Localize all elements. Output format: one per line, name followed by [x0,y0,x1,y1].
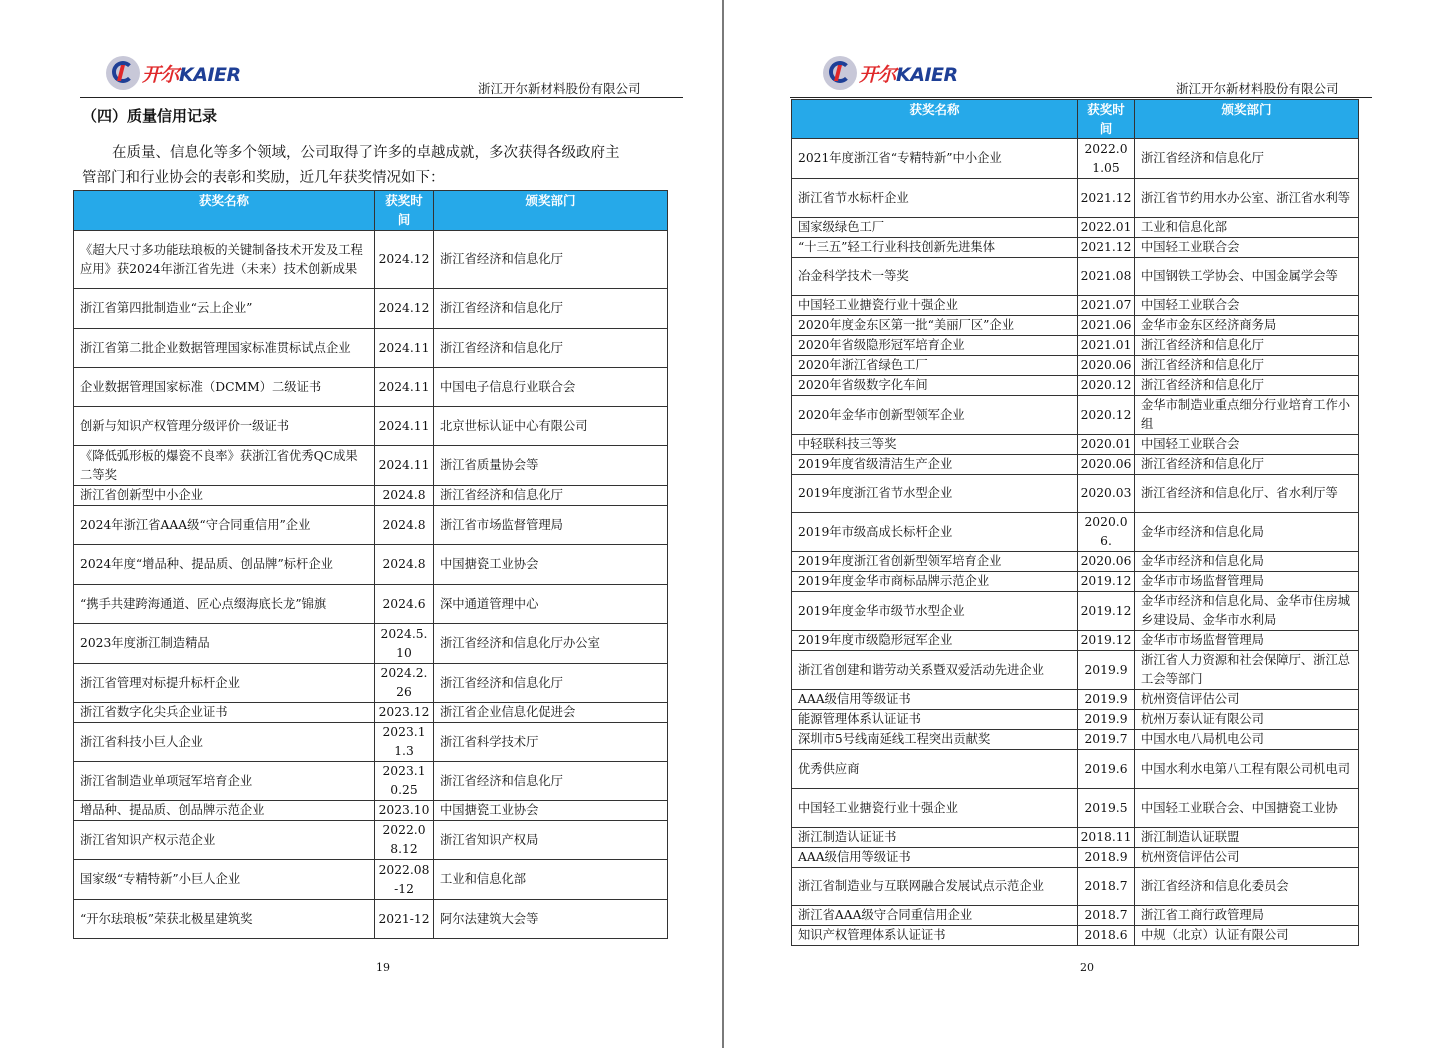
award-name-cell: 浙江省科技小巨人企业 [74,723,375,762]
table-row [792,828,1359,848]
award-dept-cell: 金华市经济和信息化局 [1135,552,1359,572]
award-name-cell: 浙江省AAA级守合同重信用企业 [792,906,1078,926]
award-time-cell: 2018.9 [1078,848,1135,868]
award-name-cell: 浙江省创建和谐劳动关系暨双爱活动先进企业 [792,651,1078,690]
award-dept-cell: 杭州万泰认证有限公司 [1135,710,1359,730]
award-time-cell: 2022.08-12 [375,860,434,900]
award-name-cell: “开尔珐琅板”荣获北极星建筑奖 [74,900,375,939]
table-row [74,703,668,723]
award-dept-cell: 浙江省市场监督管理局 [434,506,668,545]
company-name: 浙江开尔新材料股份有限公司 [478,81,641,96]
award-time-cell: 2022.01.05 [1078,139,1135,179]
table-row [74,446,668,486]
award-time-cell: 2018.7 [1078,868,1135,906]
award-dept-cell: 浙江省经济和信息化厅 [1135,376,1359,396]
header-rule [80,97,683,98]
award-name-cell: “十三五”轻工行业科技创新先进集体 [792,238,1078,258]
award-name-cell: 2019年度金华市级节水型企业 [792,592,1078,631]
award-time-cell: 2024.5.10 [375,624,434,664]
table-row [74,486,668,506]
award-time-cell: 2021.06 [1078,316,1135,336]
award-name-cell: 2019年度金华市商标品牌示范企业 [792,572,1078,592]
award-time-cell: 2023.10 [375,801,434,821]
award-name-cell: 浙江省节水标杆企业 [792,179,1078,218]
table-row [792,238,1359,258]
header-award-time: 获奖时 间 [1078,100,1135,139]
table-row [74,664,668,703]
award-dept-cell: 中国轻工业联合会 [1135,296,1359,316]
award-dept-cell: 金华市制造业重点细分行业培育工作小组 [1135,396,1359,435]
award-name-cell: 创新与知识产权管理分级评价一级证书 [74,407,375,446]
award-dept-cell: 中国搪瓷工业协会 [434,801,668,821]
award-time-cell: 2024.6 [375,585,434,624]
table-row [792,572,1359,592]
award-time-cell: 2021.01 [1078,336,1135,356]
award-time-cell: 2019.9 [1078,710,1135,730]
award-time-cell: 2018.11 [1078,828,1135,848]
award-dept-cell: 中国水电八局机电公司 [1135,730,1359,750]
intro-paragraph-line2: 管部门和行业协会的表彰和奖励，近几年获奖情况如下： [82,170,445,186]
award-dept-cell: 深中通道管理中心 [434,585,668,624]
awards-table-right [791,99,1359,946]
award-name-cell: 浙江省第二批企业数据管理国家标准贯标试点企业 [74,329,375,368]
award-time-cell: 2019.12 [1078,572,1135,592]
award-dept-cell: 金华市经济和信息化局、金华市住房城乡建设局、金华市水利局 [1135,592,1359,631]
table-header-row [792,100,1359,139]
award-dept-cell: 浙江省知识产权局 [434,821,668,860]
award-name-cell: 《超大尺寸多功能珐琅板的关键制备技术开发及工程应用》获2024年浙江省先进（未来）技术创新成果 [74,231,375,289]
table-row [792,730,1359,750]
award-time-cell: 2019.12 [1078,592,1135,631]
award-dept-cell: 浙江省经济和信息化厅办公室 [434,624,668,664]
header-award-name: 获奖名称 [74,191,375,231]
award-name-cell: 浙江省创新型中小企业 [74,486,375,506]
table-row [792,475,1359,513]
table-row [74,407,668,446]
award-time-cell: 2018.6 [1078,926,1135,946]
award-time-cell: 2020.01 [1078,435,1135,455]
table-row [792,316,1359,336]
award-name-cell: 能源管理体系认证证书 [792,710,1078,730]
award-dept-cell: 金华市金东区经济商务局 [1135,316,1359,336]
kaier-logo-icon [823,56,857,90]
award-name-cell: 浙江省第四批制造业“云上企业” [74,289,375,329]
award-time-cell: 2019.12 [1078,631,1135,651]
award-dept-cell: 中国电子信息行业联合会 [434,368,668,407]
award-name-cell: 浙江省管理对标提升标杆企业 [74,664,375,703]
award-dept-cell: 浙江省经济和信息化厅 [434,231,668,289]
header-award-dept: 颁奖部门 [1135,100,1359,139]
company-name: 浙江开尔新材料股份有限公司 [1176,81,1339,96]
award-name-cell: 中国轻工业搪瓷行业十强企业 [792,789,1078,828]
award-name-cell: “携手共建跨海通道、匠心点缀海底长龙”锦旗 [74,585,375,624]
award-dept-cell: 浙江省企业信息化促进会 [434,703,668,723]
award-time-cell: 2022.01 [1078,218,1135,238]
award-time-cell: 2020.12 [1078,396,1135,435]
award-name-cell: 2024年度“增品种、提品质、创品牌”标杆企业 [74,545,375,585]
table-row [792,631,1359,651]
table-row [792,848,1359,868]
award-dept-cell: 中规（北京）认证有限公司 [1135,926,1359,946]
table-header-row [74,191,668,231]
page-number: 20 [1080,961,1094,974]
award-time-cell: 2023.11.3 [375,723,434,762]
header-rule [790,97,1372,98]
award-name-cell: 2019年度浙江省创新型领军培育企业 [792,552,1078,572]
table-row [792,376,1359,396]
table-row [792,455,1359,475]
award-time-cell: 2023.12 [375,703,434,723]
award-dept-cell: 金华市市场监督管理局 [1135,572,1359,592]
table-row [792,592,1359,631]
award-name-cell: 浙江省知识产权示范企业 [74,821,375,860]
award-dept-cell: 浙江省经济和信息化厅 [434,486,668,506]
award-name-cell: 2024年浙江省AAA级“守合同重信用”企业 [74,506,375,545]
award-time-cell: 2024.8 [375,506,434,545]
kaier-logo: 开尔KAIER [823,56,958,90]
kaier-logo-icon [106,56,140,90]
award-time-cell: 2020.03 [1078,475,1135,513]
award-name-cell: 国家级绿色工厂 [792,218,1078,238]
award-time-cell: 2024.12 [375,289,434,329]
award-name-cell: 2019年市级高成长标杆企业 [792,513,1078,552]
award-name-cell: 2020年度金东区第一批“美丽厂区”企业 [792,316,1078,336]
award-dept-cell: 杭州资信评估公司 [1135,690,1359,710]
award-dept-cell: 浙江省经济和信息化厅 [434,329,668,368]
award-time-cell: 2020.06. [1078,513,1135,552]
page-20 [725,0,1440,1048]
award-name-cell: 2020年金华市创新型领军企业 [792,396,1078,435]
award-time-cell: 2021.07 [1078,296,1135,316]
award-dept-cell: 金华市经济和信息化局 [1135,513,1359,552]
award-dept-cell: 中国钢铁工学协会、中国金属学会等 [1135,258,1359,296]
table-row [792,513,1359,552]
page-divider [722,0,724,1048]
table-row [74,545,668,585]
table-row [792,356,1359,376]
table-row [792,690,1359,710]
award-time-cell: 2019.9 [1078,690,1135,710]
award-name-cell: 中国轻工业搪瓷行业十强企业 [792,296,1078,316]
awards-table-left [73,190,668,939]
table-row [792,396,1359,435]
kaier-logo: 开尔KAIER [106,56,241,90]
award-dept-cell: 浙江制造认证联盟 [1135,828,1359,848]
award-name-cell: 增品种、提品质、创品牌示范企业 [74,801,375,821]
table-row [792,179,1359,218]
award-time-cell: 2020.12 [1078,376,1135,396]
award-dept-cell: 工业和信息化部 [434,860,668,900]
award-name-cell: 中轻联科技三等奖 [792,435,1078,455]
award-time-cell: 2022.08.12 [375,821,434,860]
table-row [792,926,1359,946]
award-time-cell: 2024.11 [375,407,434,446]
award-time-cell: 2024.8 [375,486,434,506]
award-dept-cell: 浙江省经济和信息化厅 [434,289,668,329]
award-name-cell: 2020年浙江省绿色工厂 [792,356,1078,376]
table-row [74,624,668,664]
award-name-cell: 浙江制造认证证书 [792,828,1078,848]
award-name-cell: 深圳市5号线南延线工程突出贡献奖 [792,730,1078,750]
award-name-cell: 优秀供应商 [792,750,1078,789]
award-name-cell: AAA级信用等级证书 [792,690,1078,710]
table-row [792,868,1359,906]
award-dept-cell: 浙江省经济和信息化厅 [1135,139,1359,179]
award-name-cell: 2020年省级隐形冠军培育企业 [792,336,1078,356]
award-time-cell: 2020.06 [1078,455,1135,475]
table-row [792,139,1359,179]
table-row [74,368,668,407]
award-time-cell: 2024.11 [375,446,434,486]
award-dept-cell: 浙江省经济和信息化厅 [434,664,668,703]
award-time-cell: 2019.6 [1078,750,1135,789]
award-dept-cell: 中国水利水电第八工程有限公司机电司 [1135,750,1359,789]
award-time-cell: 2024.2.26 [375,664,434,703]
award-dept-cell: 浙江省人力资源和社会保障厅、浙江总工会等部门 [1135,651,1359,690]
award-name-cell: 2019年度浙江省节水型企业 [792,475,1078,513]
award-dept-cell: 浙江省经济和信息化厅 [1135,336,1359,356]
award-time-cell: 2021.12 [1078,179,1135,218]
award-name-cell: 浙江省制造业与互联网融合发展试点示范企业 [792,868,1078,906]
table-row [792,218,1359,238]
award-name-cell: 2023年度浙江制造精品 [74,624,375,664]
award-time-cell: 2024.11 [375,329,434,368]
award-name-cell: 2019年度市级隐形冠军企业 [792,631,1078,651]
award-time-cell: 2020.06 [1078,356,1135,376]
award-name-cell: 《降低弧形板的爆瓷不良率》获浙江省优秀QC成果二等奖 [74,446,375,486]
award-dept-cell: 阿尔法建筑大会等 [434,900,668,939]
award-time-cell: 2021-12 [375,900,434,939]
award-name-cell: 浙江省制造业单项冠军培育企业 [74,762,375,801]
award-time-cell: 2021.12 [1078,238,1135,258]
award-name-cell: 国家级“专精特新”小巨人企业 [74,860,375,900]
table-row [792,296,1359,316]
table-row [792,651,1359,690]
table-row [792,435,1359,455]
table-row [792,789,1359,828]
table-row [792,710,1359,730]
award-time-cell: 2019.7 [1078,730,1135,750]
award-dept-cell: 中国轻工业联合会 [1135,238,1359,258]
award-dept-cell: 浙江省经济和信息化厅 [1135,356,1359,376]
award-dept-cell: 中国轻工业联合会、中国搪瓷工业协 [1135,789,1359,828]
award-name-cell: 知识产权管理体系认证证书 [792,926,1078,946]
table-row [74,506,668,545]
award-name-cell: AAA级信用等级证书 [792,848,1078,868]
award-time-cell: 2024.11 [375,368,434,407]
award-dept-cell: 中国轻工业联合会 [1135,435,1359,455]
table-row [74,900,668,939]
award-time-cell: 2020.06 [1078,552,1135,572]
award-dept-cell: 浙江省科学技术厅 [434,723,668,762]
award-time-cell: 2021.08 [1078,258,1135,296]
table-row [74,585,668,624]
award-dept-cell: 浙江省经济和信息化委员会 [1135,868,1359,906]
award-time-cell: 2023.10.25 [375,762,434,801]
table-row [74,762,668,801]
award-dept-cell: 浙江省经济和信息化厅 [434,762,668,801]
award-dept-cell: 杭州资信评估公司 [1135,848,1359,868]
award-name-cell: 2020年省级数字化车间 [792,376,1078,396]
table-row [792,552,1359,572]
table-row [74,801,668,821]
award-dept-cell: 金华市市场监督管理局 [1135,631,1359,651]
award-dept-cell: 浙江省节约用水办公室、浙江省水利等 [1135,179,1359,218]
award-dept-cell: 浙江省经济和信息化厅 [1135,455,1359,475]
header-award-dept: 颁奖部门 [434,191,668,231]
table-row [74,289,668,329]
award-time-cell: 2019.9 [1078,651,1135,690]
award-dept-cell: 中国搪瓷工业协会 [434,545,668,585]
page-number: 19 [376,961,390,974]
award-name-cell: 2019年度省级清洁生产企业 [792,455,1078,475]
award-name-cell: 企业数据管理国家标准（DCMM）二级证书 [74,368,375,407]
award-name-cell: 浙江省数字化尖兵企业证书 [74,703,375,723]
table-row [74,329,668,368]
table-row [74,723,668,762]
award-dept-cell: 工业和信息化部 [1135,218,1359,238]
award-dept-cell: 浙江省经济和信息化厅、省水利厅等 [1135,475,1359,513]
award-dept-cell: 浙江省工商行政管理局 [1135,906,1359,926]
award-name-cell: 冶金科学技术一等奖 [792,258,1078,296]
award-dept-cell: 浙江省质量协会等 [434,446,668,486]
award-time-cell: 2019.5 [1078,789,1135,828]
award-time-cell: 2024.8 [375,545,434,585]
table-row [74,860,668,900]
table-row [792,750,1359,789]
table-row [74,821,668,860]
award-time-cell: 2024.12 [375,231,434,289]
award-dept-cell: 北京世标认证中心有限公司 [434,407,668,446]
award-time-cell: 2018.7 [1078,906,1135,926]
header-award-name: 获奖名称 [792,100,1078,139]
table-row [792,906,1359,926]
header-award-time: 获奖时 间 [375,191,434,231]
table-row [792,258,1359,296]
intro-paragraph-line1: 在质量、信息化等多个领域，公司取得了许多的卓越成就，多次获得各级政府主 [112,145,620,161]
award-name-cell: 2021年度浙江省“专精特新”中小企业 [792,139,1078,179]
table-row [792,336,1359,356]
section-title: （四）质量信用记录 [82,107,218,125]
table-row [74,231,668,289]
